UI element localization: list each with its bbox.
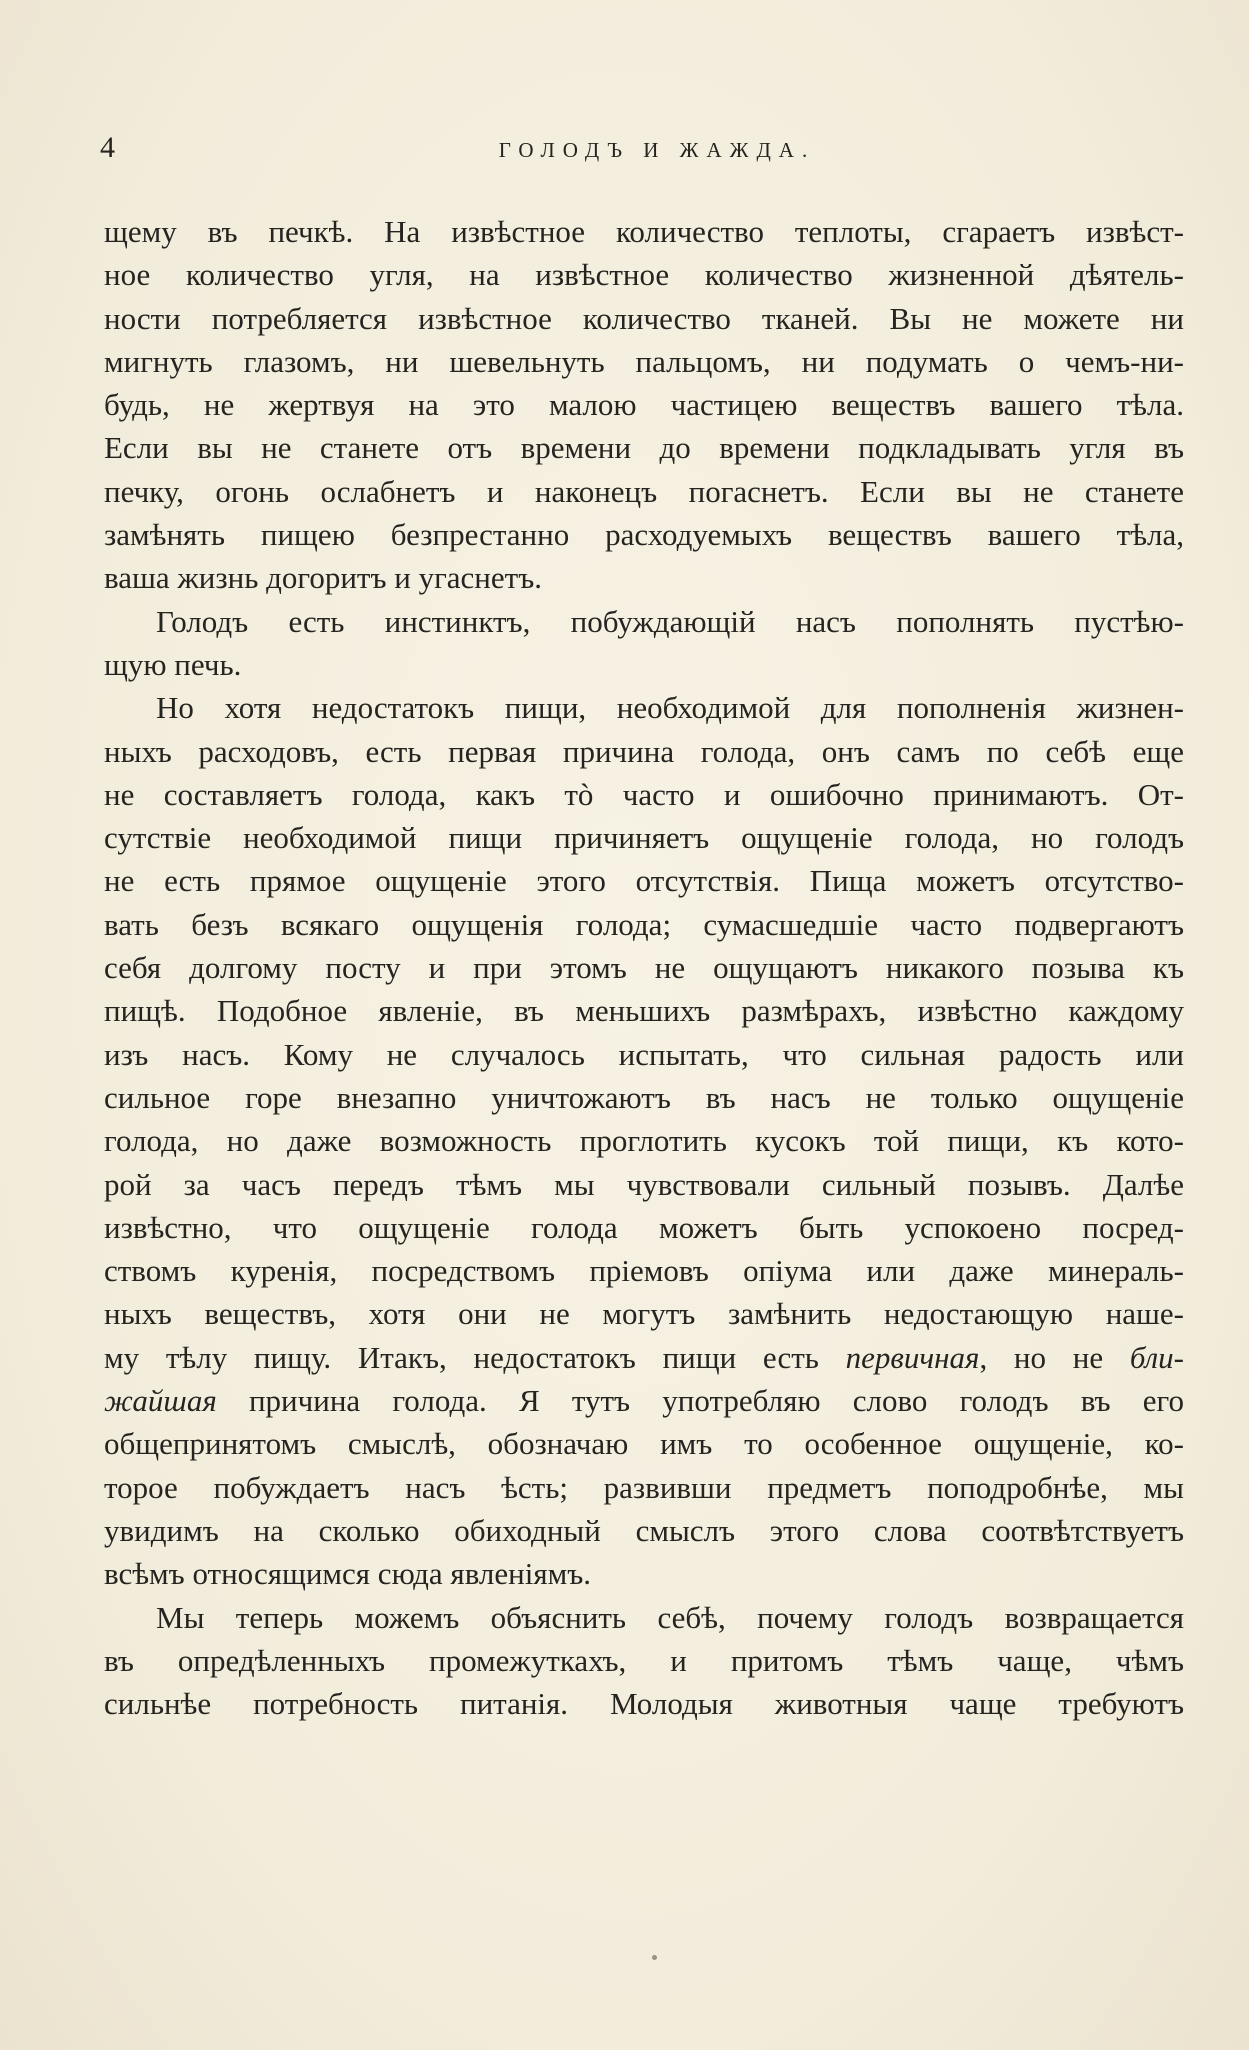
text-line: сильнѣе потребность питанія. Молодыя животныя чаще требуютъ [104, 1686, 1184, 1722]
text-line: ствомъ куренія, посредствомъ пріемовъ опіума или даже минераль- [104, 1253, 1184, 1289]
text-line-with-italics [104, 1336, 1184, 1379]
text-segment: му тѣлу пищу. Итакъ, недостатокъ пищи есть [104, 1339, 846, 1375]
text-line: ности потребляется извѣстное количество тканей. Вы не можете ни [104, 300, 1184, 336]
paragraph-first-line: Но хотя недостатокъ пищи, необходимой для пополненія жизнен- [156, 690, 1184, 726]
text-segment: , но не [979, 1339, 1130, 1375]
text-line: увидимъ на сколько обиходный смыслъ этого слова соотвѣтствуетъ [104, 1512, 1184, 1548]
text-line: Если вы не станете отъ времени до времени подкладывать угля въ [104, 430, 1184, 466]
text-line-with-italics [104, 1379, 1184, 1422]
text-line: голода, но даже возможность проглотить кусокъ той пищи, къ кото- [104, 1123, 1184, 1159]
text-line: рой за часъ передъ тѣмъ мы чувствовали сильный позывъ. Далѣе [104, 1166, 1184, 1202]
text-line: въ опредѣленныхъ промежуткахъ, и притомъ тѣмъ чаще, чѣмъ [104, 1642, 1184, 1678]
text-line: пищѣ. Подобное явленіе, въ меньшихъ размѣрахъ, извѣстно каждому [104, 993, 1184, 1029]
italic-term: жайшая [104, 1383, 217, 1419]
paragraph-first-line: Мы теперь можемъ объяснить себѣ, почему голодъ возвращается [156, 1599, 1184, 1635]
text-line: извѣстно, что ощущеніе голода можетъ быть успокоено посред- [104, 1209, 1184, 1245]
text-line: торое побуждаетъ насъ ѣсть; развивши предметъ поподробнѣе, мы [104, 1469, 1184, 1505]
text-line: сильное горе внезапно уничтожаютъ въ насъ не только ощущеніе [104, 1079, 1184, 1115]
text-line: будь, не жертвуя на это малою частицею веществъ вашего тѣла. [104, 387, 1184, 423]
text-line: сутствіе необходимой пищи причиняетъ ощущеніе голода, но голодъ [104, 820, 1184, 856]
text-line: ное количество угля, на извѣстное количество жизненной дѣятель- [104, 257, 1184, 293]
text-line: ныхъ расходовъ, есть первая причина голода, онъ самъ по себѣ еще [104, 733, 1184, 769]
text-line: изъ насъ. Кому не случалось испытать, что сильная радость или [104, 1036, 1184, 1072]
text-line: щему въ печкѣ. На извѣстное количество теплоты, сгараетъ извѣст- [104, 214, 1184, 249]
text-line: не составляетъ голода, какъ тò часто и ошибочно принимаютъ. От- [104, 776, 1184, 812]
text-line: ныхъ веществъ, хотя они не могутъ замѣнить недостающую наше- [104, 1296, 1184, 1332]
text-line: общепринятомъ смыслѣ, обозначаю имъ то особенное ощущеніе, ко- [104, 1426, 1184, 1462]
running-title: ГОЛОДЪ И ЖАЖДА. [498, 138, 816, 162]
page-header [100, 128, 1190, 168]
text-line: замѣнять пищею безпрестанно расходуемыхъ веществъ вашего тѣла, [104, 517, 1184, 553]
italic-term: первичная [845, 1339, 980, 1375]
text-line: щую печь. [104, 646, 242, 682]
text-line: не есть прямое ощущеніе этого отсутствія. Пища можетъ отсутство- [104, 863, 1184, 899]
italic-term: бли- [1129, 1339, 1184, 1375]
body-text [104, 210, 1184, 1725]
text-line: мигнуть глазомъ, ни шевельнуть пальцомъ, ни подумать о чемъ-ни- [104, 343, 1184, 379]
text-line: ваша жизнь догоритъ и угаснетъ. [104, 560, 542, 596]
text-line: всѣмъ относящимся сюда явленіямъ. [104, 1556, 592, 1592]
text-line: вать безъ всякаго ощущенія голода; сумасшедшіе часто подвергаютъ [104, 906, 1184, 942]
text-line: себя долгому посту и при этомъ не ощущаютъ никакого позыва къ [104, 950, 1184, 986]
page-number: 4 [100, 131, 115, 164]
paragraph-first-line: Голодъ есть инстинктъ, побуждающій насъ пополнять пустѣю- [156, 603, 1184, 639]
text-segment: причина голода. Я тутъ употребляю слово голодъ въ его [216, 1383, 1184, 1419]
paper-speck [652, 1955, 657, 1960]
text-line: печку, огонь ослабнетъ и наконецъ погаснетъ. Если вы не станете [104, 473, 1184, 509]
